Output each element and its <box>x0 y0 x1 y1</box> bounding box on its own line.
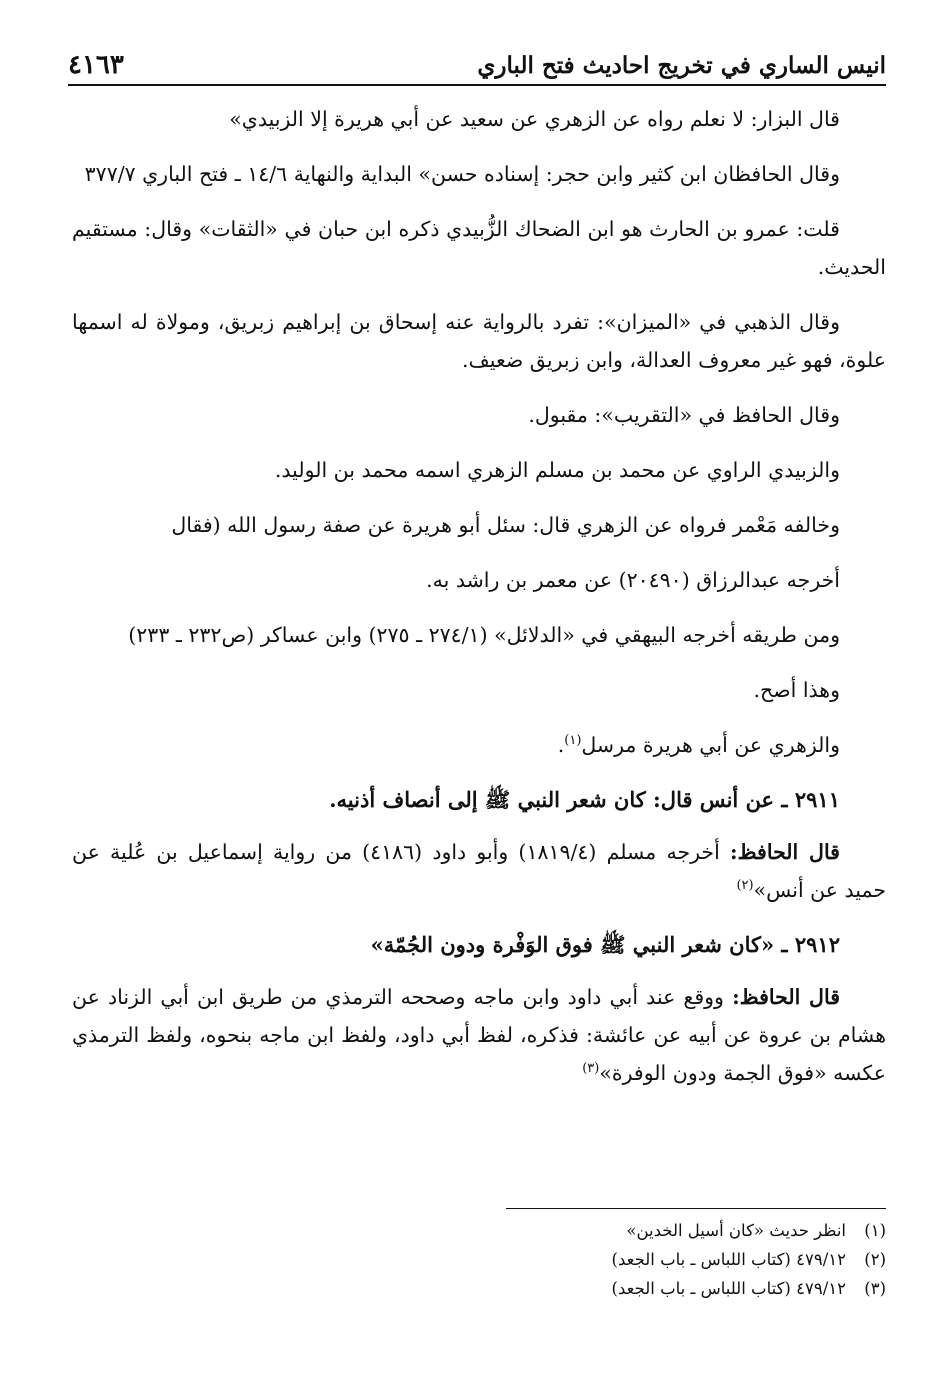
footnote-number: (٢) <box>864 1250 886 1269</box>
hadith-2912: ٢٩١٢ ـ «كان شعر النبي ﷺ فوق الوَفْرة ودون الجُمّة» <box>370 932 840 957</box>
paragraph-tail: . <box>557 733 565 757</box>
footnote-divider <box>506 1208 886 1209</box>
paragraph-text: والزهري عن أبي هريرة مرسل <box>581 733 840 757</box>
footnote-text: انظر حديث «كان أسيل الخدين» <box>626 1221 846 1240</box>
paragraph: وقال الذهبي في «الميزان»: تفرد بالرواية عنه إسحاق بن إبراهيم زبريق، ومولاة له اسمها علوة، فهو غير معروف العدالة، وابن زبريق ضعيف. <box>72 310 886 372</box>
footnote <box>72 1274 886 1303</box>
footnote-ref: (٣) <box>582 1061 600 1077</box>
footnote-number: (٣) <box>864 1279 886 1298</box>
paragraph: وهذا أصح. <box>753 678 840 702</box>
book-title: انيس الساري في تخريج احاديث فتح الباري <box>477 52 886 79</box>
footnote-ref: (٢) <box>736 878 754 894</box>
running-header <box>68 52 886 86</box>
footnote-text: ٤٧٩/١٢ (كتاب اللباس ـ باب الجعد) <box>611 1279 846 1298</box>
main-text <box>72 100 886 1109</box>
footnote-number: (١) <box>864 1221 886 1240</box>
paragraph: أخرجه عبدالرزاق (٢٠٤٩٠) عن معمر بن راشد به. <box>426 568 840 592</box>
paragraph: والزبيدي الراوي عن محمد بن مسلم الزهري اسمه محمد بن الوليد. <box>274 458 840 482</box>
hadith-2911: ٢٩١١ ـ عن أنس قال: كان شعر النبي ﷺ إلى أنصاف أذنيه. <box>329 787 840 812</box>
footnote-ref: (١) <box>564 733 582 749</box>
footnote <box>72 1216 886 1245</box>
paragraph: وقال الحافظان ابن كثير وابن حجر: إسناده حسن» البداية والنهاية ١٤/٦ ـ فتح الباري ٣٧٧/٧ <box>84 162 840 186</box>
comment-label: قال الحافظ: <box>730 840 840 864</box>
comment-text: أخرجه مسلم (١٨١٩/٤) وأبو داود (٤١٨٦) من رواية إسماعيل بن عُلية عن حميد عن أنس» <box>72 840 886 902</box>
paragraph: قال البزار: لا نعلم رواه عن الزهري عن سعيد عن أبي هريرة إلا الزبيدي» <box>229 107 840 131</box>
hafiz-comment <box>72 833 886 909</box>
paragraph: وقال الحافظ في «التقريب»: مقبول. <box>528 403 840 427</box>
paragraph: ومن طريقه أخرجه البيهقي في «الدلائل» (٢٧٤/١ ـ ٢٧٥) وابن عساكر (ص٢٣٢ ـ ٢٣٣) <box>128 623 840 647</box>
comment-text: ووقع عند أبي داود وابن ماجه وصححه الترمذي من طريق ابن أبي الزناد عن هشام بن عروة عن أبيه عن عائشة: فذكره، لفظ أبي داود، ولفظ ابن ماجه بنحوه، ولفظ الترمذي عكسه «فوق الجمة ودون الوفرة» <box>72 985 886 1085</box>
comment-label: قال الحافظ: <box>732 985 840 1009</box>
paragraph <box>72 726 886 764</box>
footnotes <box>72 1216 886 1303</box>
footnote-text: ٤٧٩/١٢ (كتاب اللباس ـ باب الجعد) <box>611 1250 846 1269</box>
page-number: ٤١٦٣ <box>68 50 124 80</box>
hafiz-comment <box>72 978 886 1092</box>
footnote <box>72 1245 886 1274</box>
paragraph: وخالفه مَعْمر فرواه عن الزهري قال: سئل أبو هريرة عن صفة رسول الله (فقال <box>171 513 840 537</box>
paragraph: قلت: عمرو بن الحارث هو ابن الضحاك الزُّبيدي ذكره ابن حبان في «الثقات» وقال: مستقيم الحديث. <box>72 217 886 279</box>
